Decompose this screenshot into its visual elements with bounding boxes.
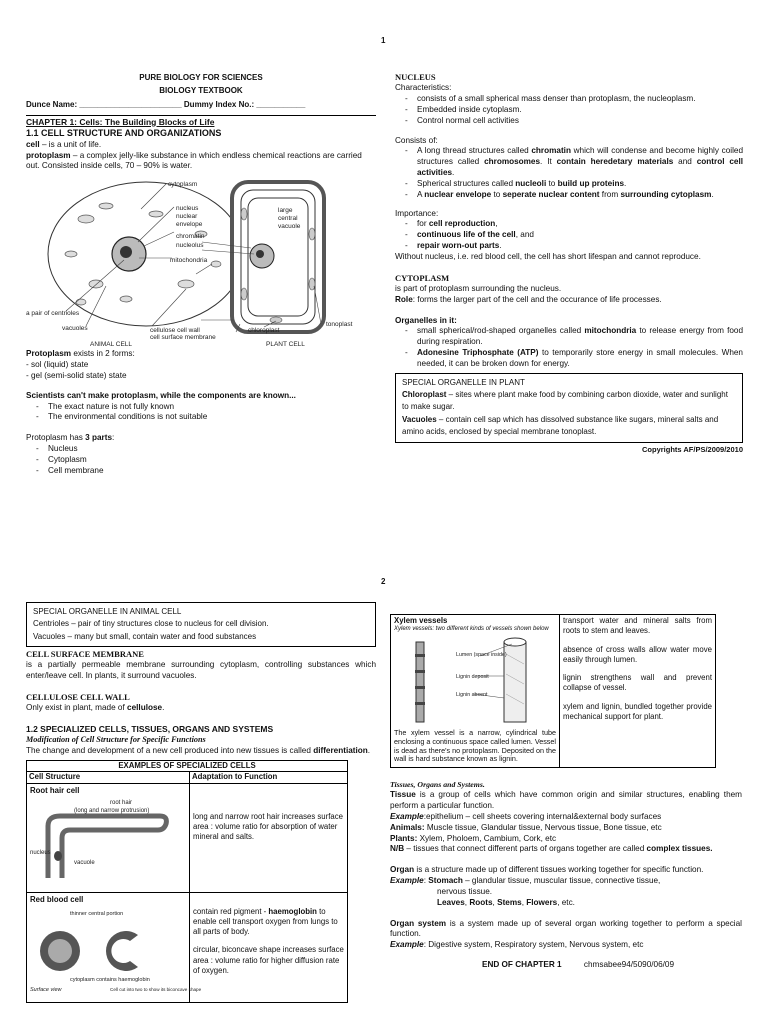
organ-example-3: Leaves, Roots, Stems, Flowers, etc. xyxy=(437,897,575,907)
root-hair-adaptation: long and narrow root hair increases surface area : volume ratio for absorption of water mineral and salts. xyxy=(190,783,348,892)
xylem-title: Xylem vessels xyxy=(394,616,448,625)
list-item: - Spherical structures called nucleoli to build up proteins. xyxy=(395,179,743,190)
xylem-caption: Xylem vessels: two different kinds of vessels shown below xyxy=(394,626,549,633)
cytoplasm-role: Role: forms the larger part of the cell and the occurance of life processes. xyxy=(395,294,662,304)
differentiation-text: The change and development of a new cell produced into new tissues is called differentiation. xyxy=(26,746,371,756)
xylem-description: The xylem vessel is a narrow, cylindrical tube enclosing a continuous space called lumen. Vessel is dead as there's no protoplasm. Deposited on the wall is hard substance known as lignin. xyxy=(394,728,556,764)
section-1-2-subheading: Modification of Cell Structure for Specific Functions xyxy=(26,735,206,745)
book-subtitle: BIOLOGY TEXTBOOK xyxy=(159,85,243,95)
organ-system-definition: Organ system is a system made up of several organ working together to perform a special function. xyxy=(390,918,742,939)
label-lignin-absent: Lignin absent xyxy=(456,692,488,699)
label-animal-cell: ANIMAL CELL xyxy=(90,341,133,349)
label-nucleus: nucleus xyxy=(176,205,199,213)
page-number: 1 xyxy=(381,36,386,45)
label-lumen: Lumen (space inside) xyxy=(456,652,507,659)
table-row xyxy=(27,783,348,892)
box-title: SPECIAL ORGANELLE IN PLANT xyxy=(402,377,525,387)
section-1-2-heading: 1.2 SPECIALIZED CELLS, TISSUES, ORGANS AND SYSTEMS xyxy=(26,724,274,735)
tissue-example: Example:epithelium – cell sheets covering internal&external body surfaces xyxy=(390,811,662,821)
table-title: EXAMPLES OF SPECIALIZED CELLS xyxy=(27,760,348,771)
list-item: - Cytoplasm xyxy=(26,455,376,466)
root-hair-cell-title: Root hair cell xyxy=(30,785,80,795)
cell-definition: cell – is a unit of life. xyxy=(26,139,102,149)
list-item: - consists of a small spherical mass denser than protoplasm, the nucleoplasm. xyxy=(395,94,743,105)
tissue-definition: Tissue is a group of cells which have common origin and similar structures, enabling them perform a particular function. xyxy=(390,790,742,811)
list-item: - Control normal cell activities xyxy=(395,116,743,127)
plant-organelle-box xyxy=(395,373,743,443)
nb-note: N/B – tissues that connect different parts of organs together are called complex tissues. xyxy=(390,844,713,854)
page-number: 2 xyxy=(381,577,386,586)
organ-example-2: nervous tissue. xyxy=(437,886,493,896)
rbc-text-1: contain red pigment - haemoglobin to enable cell transport oxygen from lungs to all parts of body. xyxy=(193,906,338,937)
list-item: - A nuclear envelope to seperate nuclear content from surrounding cytoplasm. xyxy=(395,190,743,201)
organ-definition: Organ is a structure made up of different tissues working together for specific function. xyxy=(390,865,704,875)
label-large: large xyxy=(278,207,293,215)
label-nuclear: nuclear xyxy=(176,213,198,221)
label-cellulose-wall: cellulose cell wall xyxy=(150,327,200,335)
importance-label: Importance: xyxy=(395,208,439,218)
rbc-adaptation xyxy=(190,892,348,1003)
label-thinner: thinner central portion xyxy=(70,910,124,917)
xylem-lignin: lignin strengthens wall and prevent collapse of vessel. xyxy=(563,673,712,693)
protoplasm-definition: protoplasm – a complex jelly-like substance in which endless chemical reactions are carried out. Consisted inside cells, 70 – 90% is water. xyxy=(26,150,362,171)
label-chromatin: chromatin xyxy=(176,233,205,241)
right-column xyxy=(395,72,743,455)
table-row xyxy=(27,892,348,1003)
left-column xyxy=(26,73,376,477)
cytoplasm-definition: is part of protoplasm surrounding the nucleus. xyxy=(395,283,562,293)
section-heading: 1.1 CELL STRUCTURE AND ORGANIZATIONS xyxy=(26,127,222,138)
label-cell-surface: cell surface membrane xyxy=(150,334,216,342)
specialized-cells-table xyxy=(26,760,348,1003)
label-envelope: envelope xyxy=(176,221,203,229)
rbc-title: Red blood cell xyxy=(30,894,84,904)
scientists-list xyxy=(26,402,376,424)
label-vacuole: vacuole xyxy=(278,223,301,231)
label-nucleus: nucleus xyxy=(30,849,51,856)
list-item: - repair worn-out parts. xyxy=(395,241,743,252)
list-item: - The exact nature is not fully known xyxy=(26,402,376,413)
xylem-cross-walls: absence of cross walls allow water move easily through lumen. xyxy=(563,644,712,664)
consists-of-label: Consists of: xyxy=(395,135,438,145)
label-surface-view: Surface view xyxy=(30,986,62,993)
label-chloroplast: chloroplast xyxy=(248,327,280,335)
vacuoles-note: Vacuoles – many but small, contain water and food substances xyxy=(33,631,257,641)
plant-tissues: Plants: Xylem, Pholoem, Cambium, Cork, etc xyxy=(390,833,557,843)
book-title: PURE BIOLOGY FOR SCIENCES xyxy=(139,73,263,82)
chloroplast-note: Chloroplast – sites where plant make food by combining carbon dioxide, water and sunlight to make sugar. xyxy=(402,390,728,412)
cell-diagram xyxy=(26,174,376,349)
end-of-chapter: END OF CHAPTER 1 xyxy=(482,960,562,970)
doc-code: chmsabee94/5090/06/09 xyxy=(583,960,675,970)
label-plant-cell: PLANT CELL xyxy=(266,341,305,349)
characteristics-label: Characteristics: xyxy=(395,83,452,93)
ccw-heading: CELLULOSE CELL WALL xyxy=(26,692,130,703)
animal-tissues: Animals: Muscle tissue, Glandular tissue, Nervous tissue, Bone tissue, etc xyxy=(390,822,662,832)
list-item: - for cell reproduction, xyxy=(395,219,743,230)
organ-example: Example: Stomach – glandular tissue, muscular tissue, connective tissue, xyxy=(390,876,661,886)
nucleus-heading: NUCLEUS xyxy=(395,72,436,82)
label-vacuole: vacuole xyxy=(74,859,95,866)
label-vacuoles: vacuoles xyxy=(62,325,88,333)
protoplasm-parts-title: Protoplasm has 3 parts: xyxy=(26,433,115,443)
left-column-2 xyxy=(26,602,376,1003)
list-item: - Embedded inside cytoplasm. xyxy=(395,105,743,116)
list-item: - A long thread structures called chromatin which will condense and become highly coiled structures called chromosomes. It contain heredetary materials and control cell activities. xyxy=(395,146,743,178)
centrioles-note: Centrioles – pair of tiny structures close to nucleus for cell division. xyxy=(33,619,269,629)
name-line: Dunce Name: _______________________ Dummy Index No.: ___________ xyxy=(26,100,306,110)
protoplasm-forms-title: Protoplasm exists in 2 forms: xyxy=(26,349,135,359)
organelles-heading: Organelles in it: xyxy=(395,315,457,325)
list-item: - Cell membrane xyxy=(26,466,376,477)
label-centrioles: a pair of centrioles xyxy=(26,310,80,318)
label-cytoplasm: cytoplasm xyxy=(168,181,198,189)
cytoplasm-heading: CYTOPLASM xyxy=(395,272,450,283)
box-title: SPECIAL ORGANELLE IN ANIMAL CELL xyxy=(33,607,182,616)
right-column-2 xyxy=(390,614,742,971)
table-row xyxy=(391,615,716,768)
label-long-narrow: (long and narrow protrusion) xyxy=(74,807,150,814)
xylem-diagram xyxy=(394,634,552,726)
list-item: - small spherical/rod-shaped organelles called mitochondria to release energy from food during respiration. xyxy=(395,326,743,348)
label-nucleolus: nucleolus xyxy=(176,242,204,250)
footer-line xyxy=(390,960,742,971)
organ-system-example: Example: Digestive system, Respiratory system, Nervous system, etc xyxy=(390,940,644,950)
gel-state: - gel (semi-solid state) state xyxy=(26,370,127,380)
label-root-hair: root hair xyxy=(110,799,133,806)
sol-state: - sol (liquid) state xyxy=(26,360,89,370)
col-adaptation: Adaptation to Function xyxy=(190,772,348,783)
protoplasm-parts-list xyxy=(26,444,376,476)
list-item: - The environmental conditions is not suitable xyxy=(26,412,376,423)
vacuoles-note: Vacuoles – contain cell sap which has dissolved substance like sugars, mineral salts and amino acids, enclosed by special membrane tonoplast. xyxy=(402,414,719,437)
list-item: - Adonesine Triphosphate (ATP) to temporarily store energy in small molecules. When needed, it can be broken down for energy. xyxy=(395,348,743,370)
rbc-diagram xyxy=(30,905,202,997)
list-item: - continuous life of the cell, and xyxy=(395,230,743,241)
without-nucleus-text: Without nucleus, i.e. red blood cell, the cell has short lifespan and cannot reproduce. xyxy=(395,251,701,261)
label-central: central xyxy=(278,215,298,223)
root-hair-diagram xyxy=(30,796,185,884)
csm-text: is a partially permeable membrane surrounding cytoplasm, controlling substances which enter/leave cell. In plants, it surround vacuoles. xyxy=(26,660,376,681)
csm-heading: CELL SURFACE MEMBRANE xyxy=(26,649,144,660)
rbc-text-2: circular, biconcave shape increases surface area : volume ratio for higher diffusion rate of oxygen. xyxy=(193,945,344,975)
scientists-heading: Scientists can't make protoplasm, while the components are known... xyxy=(26,390,296,400)
col-cell-structure: Cell Structure xyxy=(27,772,190,783)
label-cut: Cell cut into two to show its biconcave shape xyxy=(110,986,202,992)
label-lignin-deposit: Lignin deposit xyxy=(456,674,489,681)
label-mitochondria: mitochondria xyxy=(170,257,208,265)
animal-organelle-box xyxy=(26,602,376,647)
xylem-function: transport water and mineral salts from roots to stem and leaves. xyxy=(563,616,712,636)
label-tonoplast: tonoplast xyxy=(326,321,353,329)
xylem-support: xylem and lignin, bundled together provide mechanical support for plant. xyxy=(563,701,712,721)
xylem-table xyxy=(390,614,716,768)
tos-heading: Tissues, Organs and Systems. xyxy=(390,780,485,789)
copyright: Copyrights AF/PS/2009/2010 xyxy=(641,444,743,454)
label-haemoglobin: cytoplasm contains haemoglobin xyxy=(70,976,150,983)
ccw-text: Only exist in plant, made of cellulose. xyxy=(26,703,165,713)
chapter-heading: CHAPTER 1: Cells: The Building Blocks of Life xyxy=(26,116,215,127)
list-item: - Nucleus xyxy=(26,444,376,455)
